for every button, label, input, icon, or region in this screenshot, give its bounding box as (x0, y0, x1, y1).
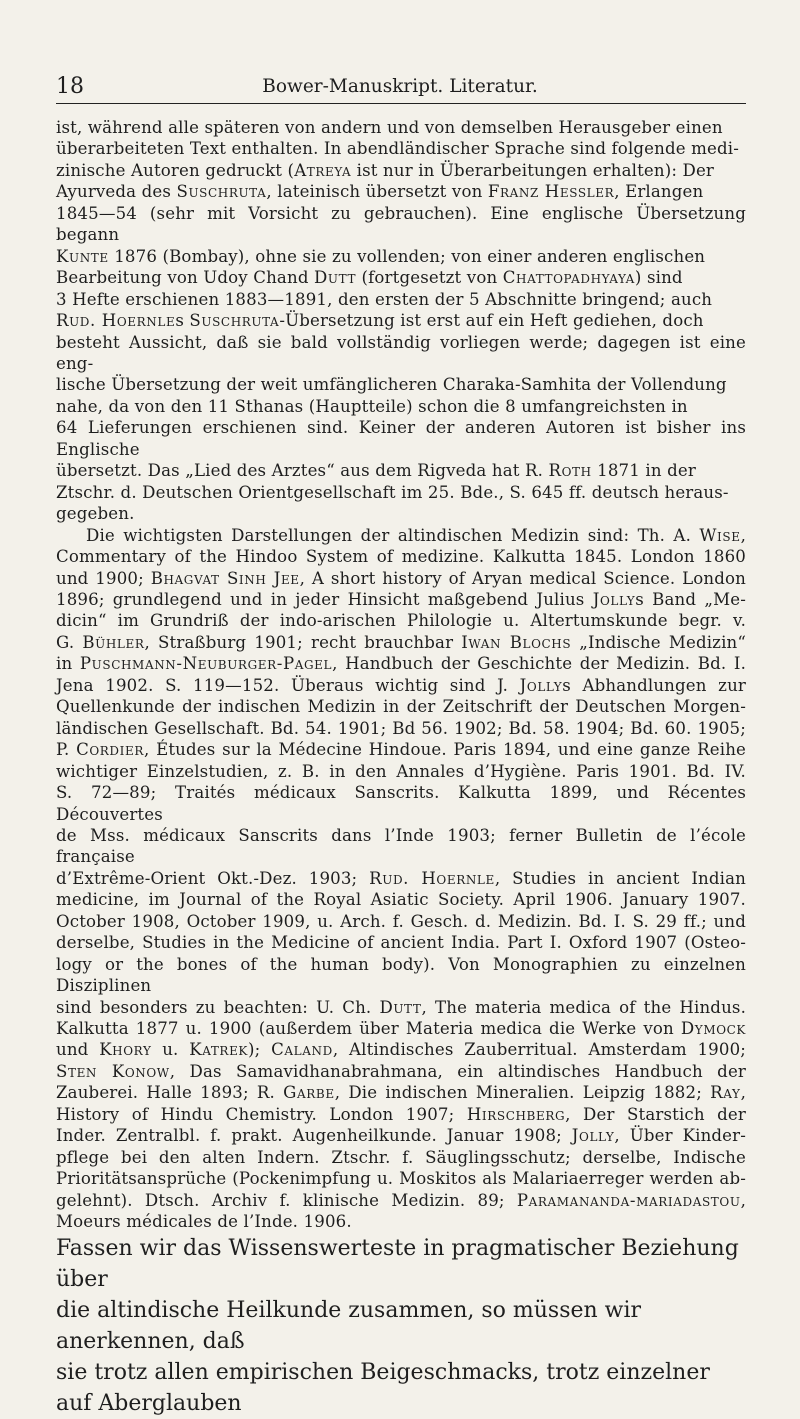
text-line: Inder. Zentralbl. f. prakt. Augenheilkunde. Januar 1908; Jolly, Über Kinder- (56, 1126, 746, 1146)
text-line: de Mss. médicaux Sanscrits dans l’Inde 1903; ferner Bulletin de l’école française (56, 825, 746, 867)
body-text (56, 117, 746, 1419)
text-line: Commentary of the Hindoo System of medizine. Kalkutta 1845. London 1860 (56, 547, 746, 567)
text-line: Prioritätsansprüche (Pockenimpfung u. Moskitos als Malariaerreger werden ab- (56, 1169, 746, 1189)
text-line: zinische Autoren gedruckt (Atreya ist nur in Überarbeitungen erhalten): Der (56, 160, 715, 180)
text-line: in Puschmann-Neuburger-Pagel, Handbuch der Geschichte der Medizin. Bd. I. (56, 654, 746, 674)
page-number: 18 (56, 74, 84, 99)
text-line: History of Hindu Chemistry. London 1907; Hirschberg, Der Starstich der (56, 1104, 746, 1124)
text-line: wichtiger Einzelstudien, z. B. in den Annales d’Hygiène. Paris 1901. Bd. IV. (56, 761, 746, 781)
text-line: 1845—54 (sehr mit Vorsicht zu gebrauchen). Eine englische Übersetzung begann (56, 203, 746, 245)
page-header (56, 74, 744, 104)
text-line: überarbeiteten Text enthalten. In abendländischer Sprache sind folgende medi- (56, 139, 739, 159)
paragraph-3 (56, 1233, 746, 1419)
text-line: Moeurs médicales de l’Inde. 1906. (56, 1212, 352, 1232)
text-line: Die wichtigsten Darstellungen der altindischen Medizin sind: Th. A. Wise, (86, 525, 746, 545)
text-line: gegeben. (56, 504, 135, 524)
text-line: und 1900; Bhagvat Sinh Jee, A short history of Aryan medical Science. London (56, 568, 746, 588)
text-line: d’Extrême-Orient Okt.-Dez. 1903; Rud. Hoernle, Studies in ancient Indian (56, 868, 746, 888)
paragraph-1 (56, 117, 746, 525)
header-rule (56, 103, 746, 104)
text-line: Ztschr. d. Deutschen Orientgesellschaft im 25. Bde., S. 645 ff. deutsch heraus- (56, 482, 729, 502)
text-line: Kalkutta 1877 u. 1900 (außerdem über Materia medica die Werke von Dymock (56, 1019, 746, 1039)
text-line: sie trotz allen empirischen Beigeschmacks, trotz einzelner auf Aberglauben (56, 1359, 710, 1416)
text-line: und Khory u. Katrek); Caland, Altindisches Zauberritual. Amsterdam 1900; (56, 1040, 747, 1060)
text-line: übersetzt. Das „Lied des Arztes“ aus dem Rigveda hat R. Roth 1871 in der (56, 461, 696, 481)
text-line: dicin“ im Grundriß der indo-arischen Philologie u. Altertumskunde begr. v. (56, 611, 746, 631)
text-line: Quellenkunde der indischen Medizin in der Zeitschrift der Deutschen Morgen- (56, 697, 746, 717)
text-line: October 1908, October 1909, u. Arch. f. Gesch. d. Medizin. Bd. I. S. 29 ff.; und (56, 911, 746, 931)
text-line: 3 Hefte erschienen 1883—1891, den ersten der 5 Abschnitte bringend; auch (56, 289, 713, 309)
text-line: 64 Lieferungen erschienen sind. Keiner der anderen Autoren ist bisher ins Englische (56, 418, 746, 459)
text-line: logy or the bones of the human body). Von Monographien zu einzelnen Disziplinen (56, 954, 746, 996)
text-line: Fassen wir das Wissenswerteste in pragmatischer Beziehung über (56, 1235, 739, 1292)
text-line: pflege bei den alten Indern. Ztschr. f. Säuglingsschutz; derselbe, Indische (56, 1147, 746, 1167)
running-head: Bower-Manuskript. Literatur. (262, 76, 538, 97)
text-line: lische Übersetzung der weit umfänglicheren Charaka-Samhita der Vollendung (56, 375, 727, 395)
text-line: Kunte 1876 (Bombay), ohne sie zu vollenden; von einer anderen englischen (56, 246, 706, 266)
text-line: ländischen Gesellschaft. Bd. 54. 1901; Bd 56. 1902; Bd. 58. 1904; Bd. 60. 1905; (56, 718, 746, 738)
text-line: Jena 1902. S. 119—152. Überaus wichtig sind J. Jollys Abhandlungen zur (56, 675, 746, 695)
text-line: P. Cordier, Études sur la Médecine Hindoue. Paris 1894, und eine ganze Reihe (56, 740, 746, 760)
text-line: S. 72—89; Traités médicaux Sanscrits. Kalkutta 1899, und Récentes Découvertes (56, 783, 746, 824)
text-line: 1896; grundlegend und in jeder Hinsicht maßgebend Julius Jollys Band „Me- (56, 589, 746, 609)
paragraph-2 (56, 525, 746, 1233)
text-line: Ayurveda des Suschruta, lateinisch übersetzt von Franz Hessler, Erlangen (56, 182, 704, 202)
text-line: Sten Konow, Das Samavidhanabrahmana, ein altindisches Handbuch der (56, 1061, 746, 1081)
text-line: besteht Aussicht, daß sie bald vollständig vorliegen werde; dagegen ist eine eng- (56, 332, 746, 373)
text-line: sind besonders zu beachten: U. Ch. Dutt, The materia medica of the Hindus. (56, 997, 747, 1017)
text-line: Bearbeitung von Udoy Chand Dutt (fortgesetzt von Chattopadhyaya) sind (56, 268, 683, 288)
text-line: nahe, da von den 11 Sthanas (Hauptteile) schon die 8 umfangreichsten in (56, 396, 688, 416)
text-line: medicine, im Journal of the Royal Asiatic Society. April 1906. January 1907. (56, 890, 746, 910)
text-line: ist, während alle späteren von andern und von demselben Herausgeber einen (56, 118, 723, 137)
text-line: G. Bühler, Straßburg 1901; recht brauchbar Iwan Blochs „Indische Medizin“ (56, 632, 746, 652)
text-line: Rud. Hoernles Suschruta-Übersetzung ist erst auf ein Heft gediehen, doch (56, 311, 704, 331)
text-line: derselbe, Studies in the Medicine of ancient India. Part I. Oxford 1907 (Osteo- (56, 933, 746, 953)
text-line: Zauberei. Halle 1893; R. Garbe, Die indischen Mineralien. Leipzig 1882; Ray, (56, 1083, 746, 1103)
text-line: die altindische Heilkunde zusammen, so müssen wir anerkennen, daß (56, 1297, 642, 1354)
text-line: gelehnt). Dtsch. Archiv f. klinische Medizin. 89; Paramananda-mariadastou, (56, 1190, 746, 1210)
